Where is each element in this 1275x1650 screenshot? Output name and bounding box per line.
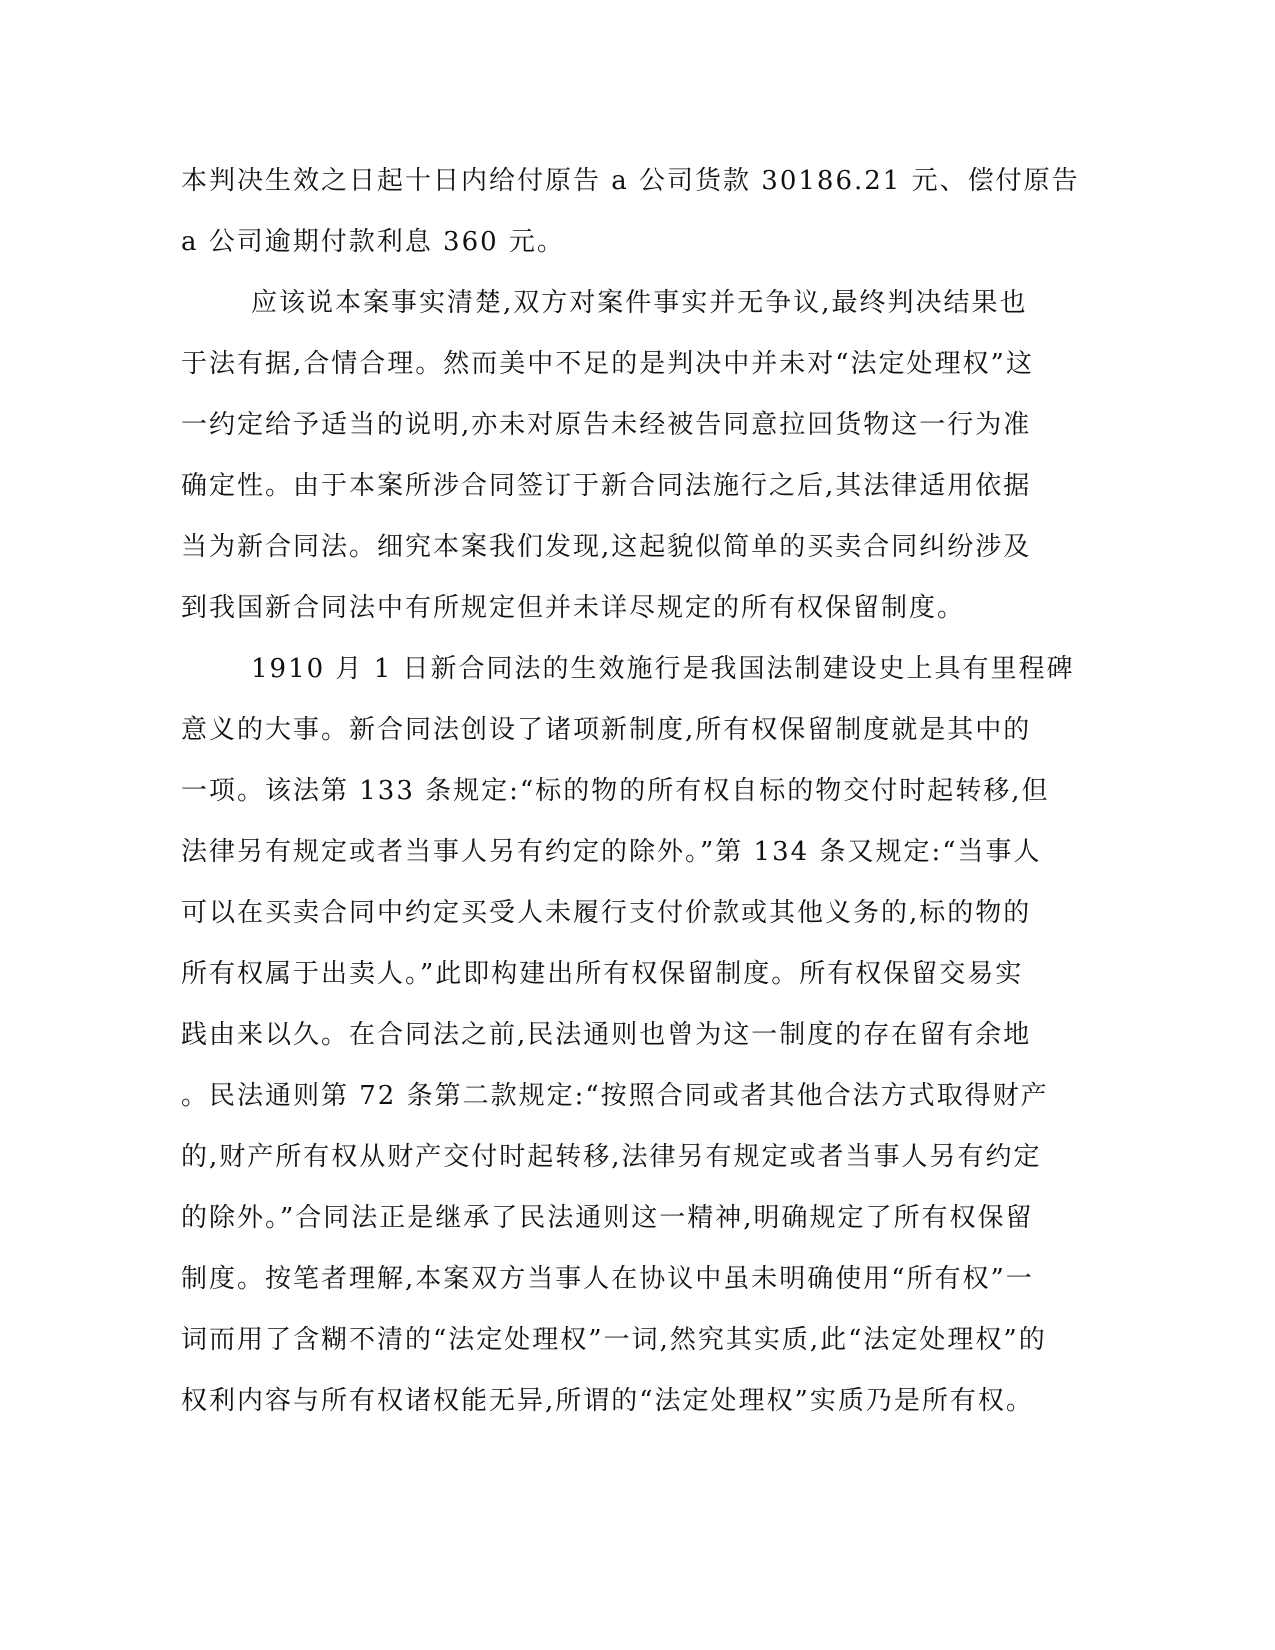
body-text: [181, 159, 1080, 1440]
text-line: 的,财产所有权从财产交付时起转移,法律另有规定或者当事人另有约定: [181, 1142, 1042, 1172]
text-line: 确定性。由于本案所涉合同签订于新合同法施行之后,其法律适用依据: [181, 471, 1032, 501]
paragraph-first-line: 应该说本案事实清楚,双方对案件事实并无争议,最终判决结果也: [251, 288, 1028, 318]
text-line: 于法有据,合情合理。然而美中不足的是判决中并未对“法定处理权”这: [181, 349, 1034, 379]
text-line: 法律另有规定或者当事人另有约定的除外。”第 134 条又规定:“当事人: [181, 837, 1042, 867]
text-line: 可以在买卖合同中约定买受人未履行支付价款或其他义务的,标的物的: [181, 898, 1032, 928]
text-line: 践由来以久。在合同法之前,民法通则也曾为这一制度的存在留有余地: [181, 1020, 1032, 1050]
text-line: 一约定给予适当的说明,亦未对原告未经被告同意拉回货物这一行为准: [181, 410, 1032, 440]
text-line: a 公司逾期付款利息 360 元。: [181, 227, 565, 257]
text-line: 当为新合同法。细究本案我们发现,这起貌似简单的买卖合同纠纷涉及: [181, 532, 1032, 562]
text-line: 制度。按笔者理解,本案双方当事人在协议中虽未明确使用“所有权”一: [181, 1264, 1034, 1294]
text-line: 的除外。”合同法正是继承了民法通则这一精神,明确规定了所有权保留: [181, 1203, 1034, 1233]
text-line: 本判决生效之日起十日内给付原告 a 公司货款 30186.21 元、偿付原告: [181, 166, 1080, 196]
paragraph-first-line: 1910 月 1 日新合同法的生效施行是我国法制建设史上具有里程碑: [251, 654, 1075, 684]
text-line: 权利内容与所有权诸权能无异,所谓的“法定处理权”实质乃是所有权。: [181, 1386, 1034, 1416]
text-line: 词而用了含糊不清的“法定处理权”一词,然究其实质,此“法定处理权”的: [181, 1325, 1047, 1355]
text-line: 一项。该法第 133 条规定:“标的物的所有权自标的物交付时起转移,但: [181, 776, 1050, 806]
text-line: 到我国新合同法中有所规定但并未详尽规定的所有权保留制度。: [181, 593, 966, 623]
text-line: 意义的大事。新合同法创设了诸项新制度,所有权保留制度就是其中的: [181, 715, 1032, 745]
text-line: 。民法通则第 72 条第二款规定:“按照合同或者其他合法方式取得财产: [181, 1081, 1049, 1111]
text-line: 所有权属于出卖人。”此即构建出所有权保留制度。所有权保留交易实: [181, 959, 1024, 989]
